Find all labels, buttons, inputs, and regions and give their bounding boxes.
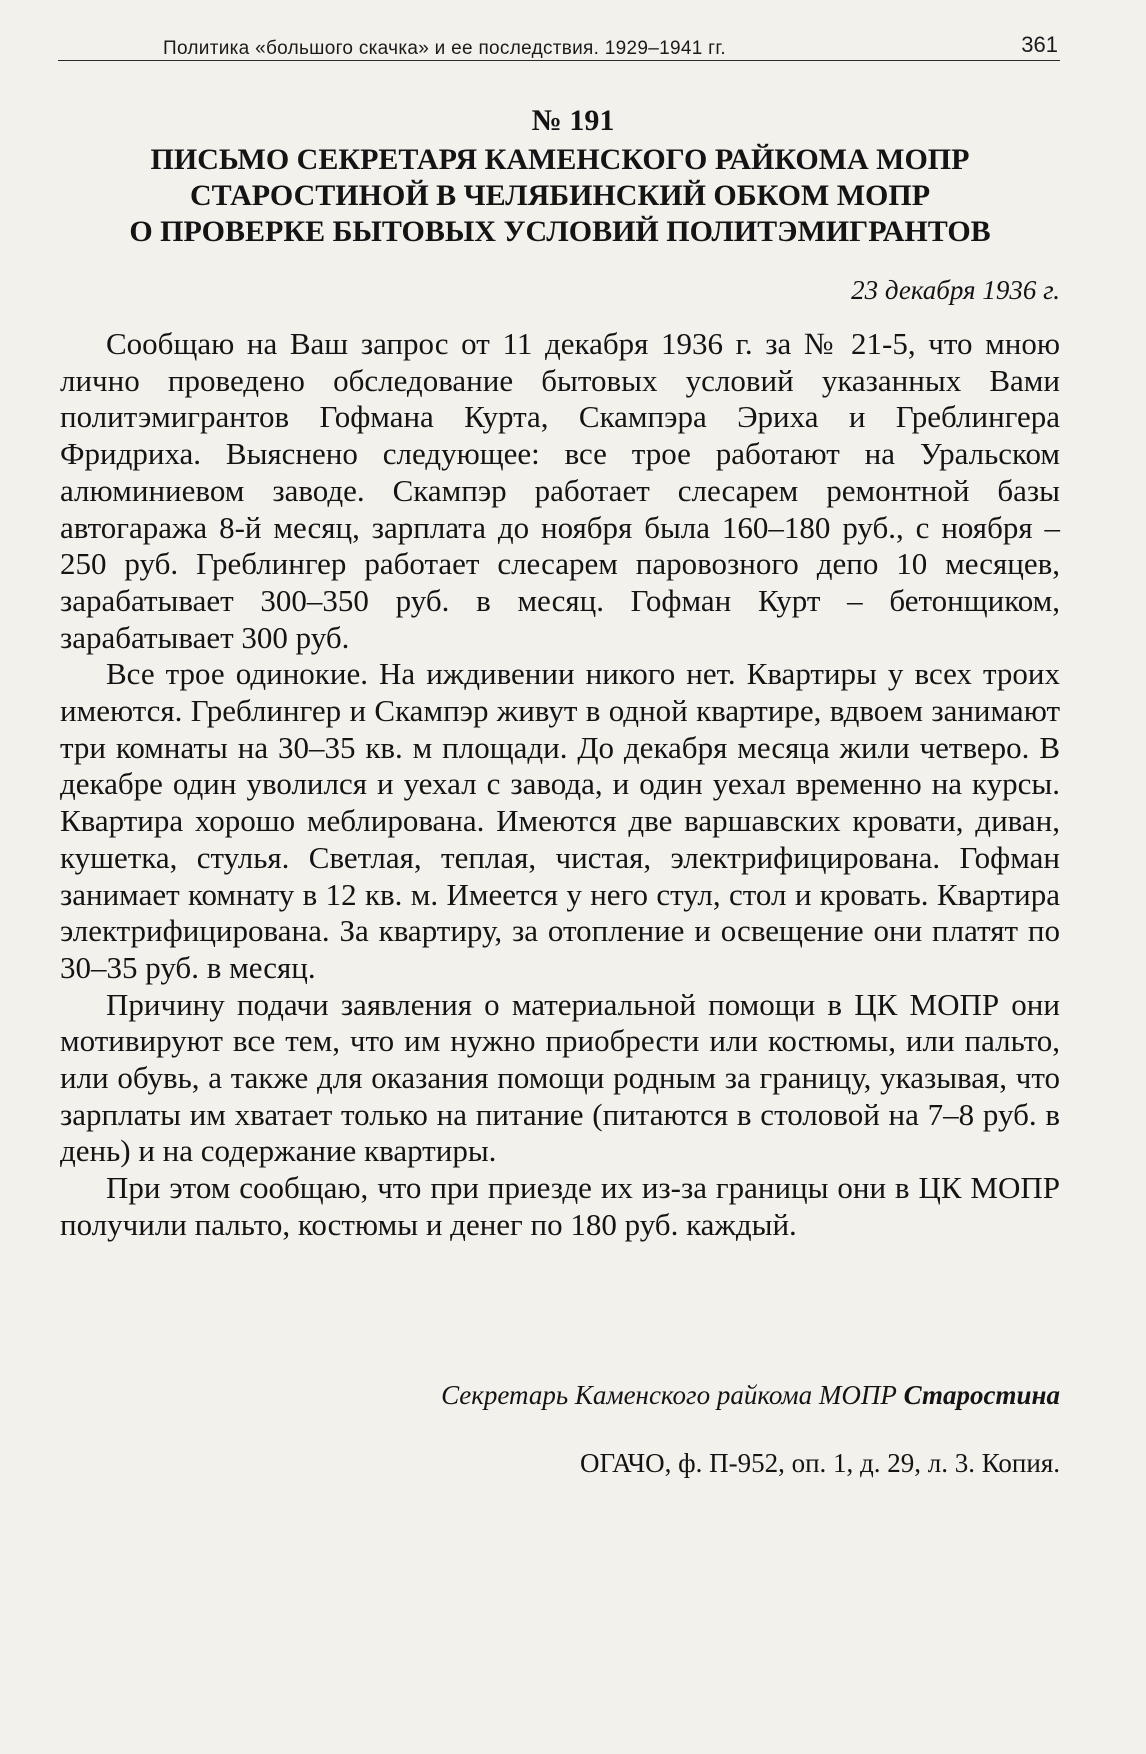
signature-position: Секретарь Каменского райкома МОПР [441,1380,897,1410]
body-paragraph: При этом сообщаю, что при приезде их из-за границы они в ЦК МОПР получили пальто, костюмы и денег по 180 руб. каждый. [60,1170,1060,1242]
running-title: Политика «большого скачка» и ее последствия. 1929–1941 гг. [163,38,726,59]
document-number: № 191 [531,104,615,137]
signature [441,1380,1060,1411]
document-body [60,326,1060,1244]
header-rule [58,60,1060,61]
document-title-line: СТАРОСТИНОЙ В ЧЕЛЯБИНСКИЙ ОБКОМ МОПР [189,179,931,212]
document-title-line: О ПРОВЕРКЕ БЫТОВЫХ УСЛОВИЙ ПОЛИТЭМИГРАНТОВ [129,215,991,248]
archive-reference: ОГАЧО, ф. П-952, оп. 1, д. 29, л. 3. Копия. [580,1448,1060,1478]
body-paragraph: Сообщаю на Ваш запрос от 11 декабря 1936 г. за № 21-5, что мною лично проведено обследование бытовых условий указанных Вами политэмигрантов Гофмана Курта, Скампэра Эриха и Греблингера Фридриха. Выяснено следующее: все трое работают на Уральском алюминиевом заводе. Скампэр работает слесарем ремонтной базы автогаража 8-й месяц, зарплата до ноября была 160–180 руб., с ноября – 250 руб. Греблингер работает слесарем паровозного депо 10 месяцев, зарабатывает 300–350 руб. в месяц. Гофман Курт – бетонщиком, зарабатывает 300 руб. [60,326,1060,655]
signature-name: Старостина [903,1380,1060,1410]
document-title-line: ПИСЬМО СЕКРЕТАРЯ КАМЕНСКОГО РАЙКОМА МОПР [150,143,970,176]
document-title [60,142,1060,250]
body-paragraph: Все трое одинокие. На иждивении никого нет. Квартиры у всех троих имеются. Греблингер и Скампэр живут в одной квартире, вдвоем занимают три комнаты на 30–35 кв. м площади. До декабря месяца жили четверо. В декабре один уволился и уехал с завода, и один уехал временно на курсы. Квартира хорошо меблирована. Имеются две варшавских кровати, диван, кушетка, стулья. Светлая, теплая, чистая, электрифицирована. Гофман занимает комнату в 12 кв. м. Имеется у него стул, стол и кровать. Квартира электрифицирована. За квартиру, за отопление и освещение они платят по 30–35 руб. в месяц. [60,656,1060,985]
body-paragraph: Причину подачи заявления о материальной помощи в ЦК МОПР они мотивируют все тем, что им нужно приобрести или костюмы, или пальто, или обувь, а также для оказания помощи родным за границу, указывая, что зарплаты им хватает только на питание (питаются в столовой на 7–8 руб. в день) и на содержание квартиры. [60,986,1060,1169]
document-date: 23 декабря 1936 г. [851,275,1060,305]
page-number: 361 [1021,32,1058,57]
